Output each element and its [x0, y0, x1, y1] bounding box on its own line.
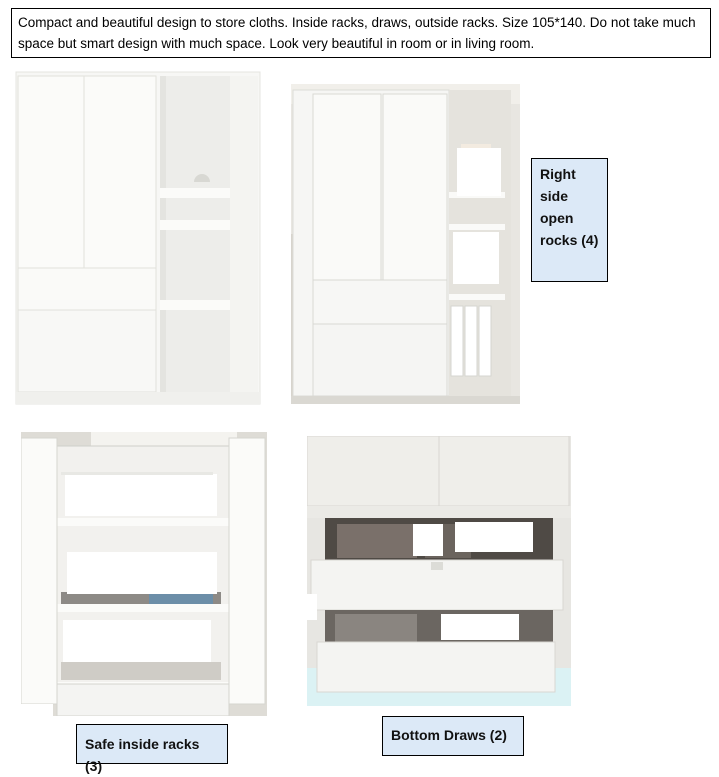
photo-cabinet-front	[14, 70, 264, 408]
photo-bottom-drawers	[307, 436, 571, 706]
description-text: Compact and beautiful design to store cloths. Inside racks, draws, outside racks. Size 105*140. Do not take much space but smart design with much space. Look very beautiful in room or in living room.	[18, 15, 696, 51]
photo-inside-racks	[21, 432, 267, 716]
description-box	[11, 8, 711, 58]
photo-cabinet-room	[291, 84, 520, 404]
label-right-side-racks: Right side open rocks (4)	[531, 158, 608, 282]
label-bottom-draws: Bottom Draws (2)	[382, 716, 524, 756]
label-inside-racks: Safe inside racks (3)	[76, 724, 228, 764]
